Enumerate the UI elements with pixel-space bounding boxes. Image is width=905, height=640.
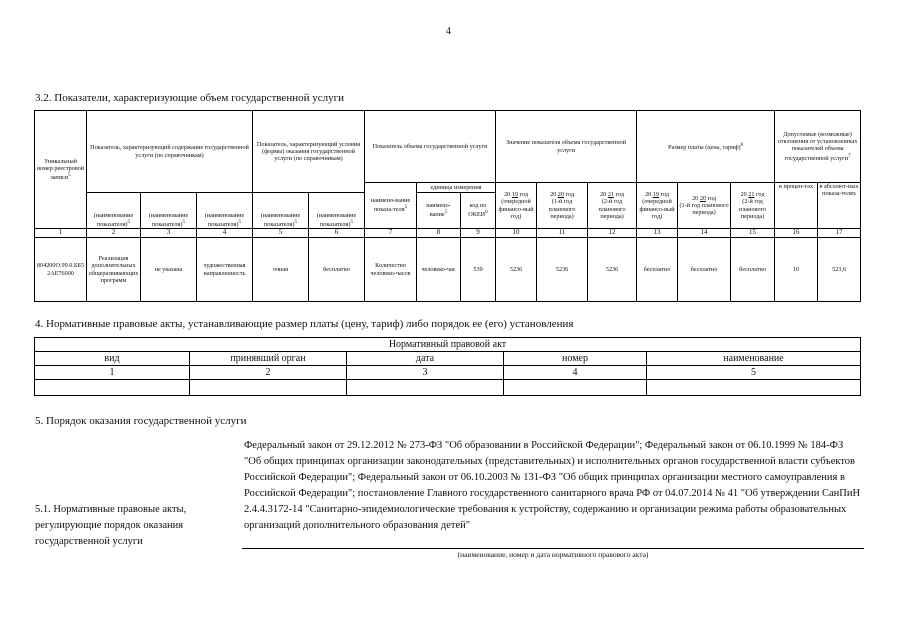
cell-volume-indicator: Количество человеко-часов [365,238,417,302]
column-number: 9 [461,229,496,238]
header-absolute: в абсолют-ных показа-телях [818,183,861,229]
header-percent: в процен-тах [775,183,818,229]
header-year-3: 20 21 год (2-й год планового периода) [588,183,637,229]
column-number: 1 [35,229,87,238]
divider [242,548,864,549]
header-volume-name: наимено-вание показа-теля$^5$ [365,183,417,229]
acts-column-type: вид [35,352,190,366]
header-volume-group: Показатель объема государственной услуги [365,111,496,183]
header-conditions-group: Показатель, характеризующий условия (формы) оказания государственной услуги (по справочникам) [253,111,365,193]
cell-deviation-absolute: 523,6 [818,238,861,302]
acts-empty-cell [504,380,647,396]
header-year-1: 20 19 год (очередной финансо-вый год) [496,183,537,229]
header-indicator-6: (наименование показателя)$^5$ [309,193,365,229]
header-okei-code: код по ОКЕИ$^6$ [461,193,496,229]
acts-empty-cell [347,380,504,396]
header-indicator-3: (наименование показателя)$^5$ [141,193,197,229]
acts-empty-cell [35,380,190,396]
header-unit-group: единица измерения [417,183,496,193]
section-5-title: 5. Порядок оказания государственной услуги [35,415,247,427]
column-number: 14 [678,229,731,238]
cell-value-year-1: 5236 [496,238,537,302]
column-number: 16 [775,229,818,238]
cell-okei: 539 [461,238,496,302]
header-content-group: Показатель, характеризующий содержание государственной услуги (по справочникам) [87,111,253,193]
cell-fee-year-2: бесплатно [678,238,731,302]
acts-empty-cell [647,380,861,396]
column-number: 17 [818,229,861,238]
fee-acts-table [34,337,861,396]
column-number: 6 [309,229,365,238]
cell-fee-year-1: бесплатно [637,238,678,302]
column-number: 5 [253,229,309,238]
cell-payment: бесплатно [309,238,365,302]
acts-index: 1 [35,366,190,380]
cell-fee-year-3: бесплатно [731,238,775,302]
column-number: 15 [731,229,775,238]
header-year-2: 20 20 год (1-й год планового периода) [537,183,588,229]
page-number: 4 [446,26,451,37]
column-number: 7 [365,229,417,238]
volume-indicators-table [34,110,861,302]
header-indicator-4: (наименование показателя)$^5$ [197,193,253,229]
cell-program: Реализация дополнительных общеразвивающих программ [87,238,141,302]
header-fee-year-2: 20 20 год (1-й год планового периода) [678,183,731,229]
regulating-acts-label: 5.1. Нормативные правовые акты, регулирующие порядок оказания государственной услуги [35,504,187,547]
header-fee-group: Размер платы (цена, тариф)$^8$ [637,111,775,183]
header-indicator-5: (наименование показателя)$^5$ [253,193,309,229]
column-number: 10 [496,229,537,238]
table-row [35,380,861,396]
cell-value-year-2: 5236 [537,238,588,302]
cell-deviation-percent: 10 [775,238,818,302]
column-number: 4 [197,229,253,238]
header-unit-name: наимено-вание$^5$ [417,193,461,229]
cell-form: очная [253,238,309,302]
header-unique-number: Уникальный номер реестровой записи$^5$ [35,111,87,229]
acts-column-authority: принявший орган [190,352,347,366]
acts-index: 2 [190,366,347,380]
acts-column-name: наименование [647,352,861,366]
regulating-acts-caption: (наименование, номер и дата нормативного правового акта) [457,550,649,559]
cell-indicator-3: не указана [141,238,197,302]
column-number: 2 [87,229,141,238]
header-value-group: Значение показателя объема государственной услуги [496,111,637,183]
column-number: 8 [417,229,461,238]
acts-column-date: дата [347,352,504,366]
table-row [35,238,861,302]
cell-registry-number: 804200О.99.0.ББ52АЕ76000 [35,238,87,302]
cell-value-year-3: 5236 [588,238,637,302]
header-deviation-group: Допустимые (возможные) отклонения от установленных показателей объема государственной услуги$^7$ [775,111,861,183]
column-number: 11 [537,229,588,238]
acts-header: Нормативный правовой акт [35,338,861,352]
section-3-2-title: 3.2. Показатели, характеризующие объем государственной услуги [35,92,344,104]
acts-column-number: номер [504,352,647,366]
column-number: 3 [141,229,197,238]
column-number: 12 [588,229,637,238]
header-indicator-2: (наименование показателя)$^5$ [87,193,141,229]
cell-direction: художественная направленность [197,238,253,302]
acts-index: 5 [647,366,861,380]
regulating-acts-text: Федеральный закон от 29.12.2012 № 273-ФЗ "Об образовании в Российской Федерации"; Федеральный закон от 06.10.1999 № 184-ФЗ "Об общих принципах организации законодательных (представительных) и исполнительных органов государственной власти субъектов Российской Федерации"; Федеральный закон от 06.10.2003 № 131-ФЗ "Об общих принципах организации местного самоуправления в Российской Федерации"; постановление Главного государственного санитарного врача РФ от 04.07.2014 № 41 "Об утверждении СанПиН 2.4.4.3172-14 "Санитарно-эпидемиологические требования к устройству, содержанию и организации режима работы образовательных организаций дополнительного образования детей" [244,440,861,531]
column-number: 13 [637,229,678,238]
acts-index: 4 [504,366,647,380]
section-4-title: 4. Нормативные правовые акты, устанавливающие размер платы (цену, тариф) либо порядок ее (его) установления [35,318,574,330]
header-fee-year-3: 20 21 год (2-й год планового периода) [731,183,775,229]
acts-index: 3 [347,366,504,380]
acts-empty-cell [190,380,347,396]
cell-unit: человеко-час [417,238,461,302]
header-fee-year-1: 20 19 год (очередной финансо-вый год) [637,183,678,229]
